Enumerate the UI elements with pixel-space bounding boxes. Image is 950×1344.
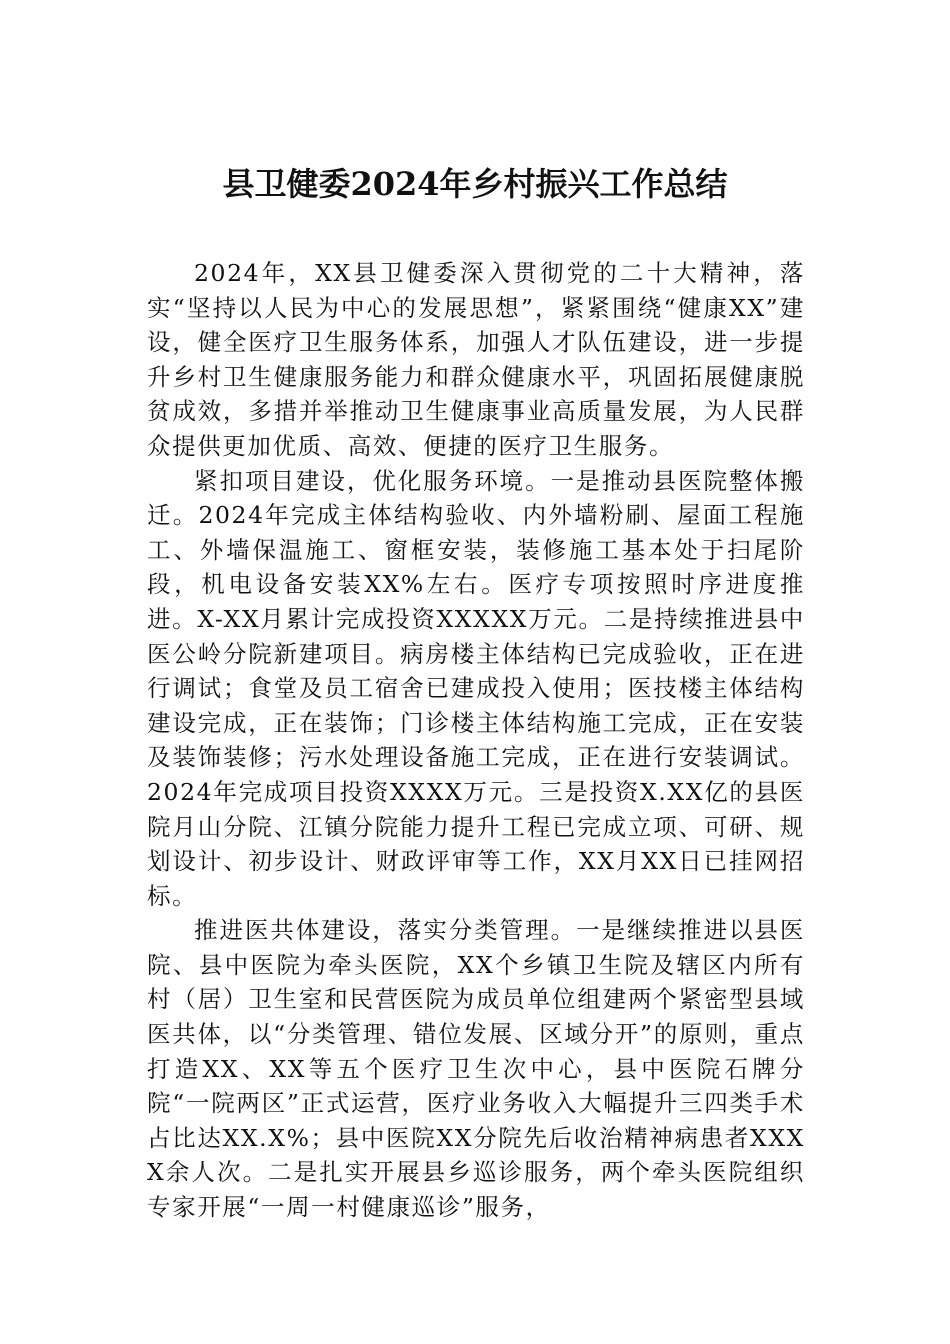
document-body <box>147 256 805 1225</box>
document-title: 县卫健委2024年乡村振兴工作总结 <box>222 165 728 203</box>
paragraph-medical-community: 推进医共体建设，落实分类管理。一是继续推进以县医院、县中医院为牵头医院，XX个乡镇卫生院及辖区内所有村（居）卫生室和民营医院为成员单位组建两个紧密型县域医共体，以“分类管理、错位发展、区域分开”的原则，重点打造XX、XX等五个医疗卫生次中心，县中医院石牌分院“一院两区”正式运营，医疗业务收入大幅提升三四类手术占比达XX.X%；县中医院XX分院先后收治精神病患者XXXX余人次。二是扎实开展县乡巡诊服务，两个牵头医院组织专家开展“一周一村健康巡诊”服务， <box>147 916 805 1222</box>
paragraph-project-construction: 紧扣项目建设，优化服务环境。一是推动县医院整体搬迁。2024年完成主体结构验收、内外墙粉刷、屋面工程施工、外墙保温施工、窗框安装，装修施工基本处于扫尾阶段，机电设备安装XX%左右。医疗专项按照时序进度推进。X-XX月累计完成投资XXXXX万元。二是持续推进县中医公岭分院新建项目。病房楼主体结构已完成验收，正在进行调试；食堂及员工宿舍已建成投入使用；医技楼主体结构建设完成，正在装饰；门诊楼主体结构施工完成，正在安装及装饰装修；污水处理设备施工完成，正在进行安装调试。2024年完成项目投资XXXX万元。三是投资X.XX亿的县医院月山分院、江镇分院能力提升工程已完成立项、可研、规划设计、初步设计、财政评审等工作，XX月XX日已挂网招标。 <box>147 466 805 910</box>
paragraph-intro: 2024年，XX县卫健委深入贯彻党的二十大精神，落实“坚持以人民为中心的发展思想”，紧紧围绕“健康XX”建设，健全医疗卫生服务体系，加强人才队伍建设，进一步提升乡村卫生健康服务能力和群众健康水平，巩固拓展健康脱贫成效，多措并举推动卫生健康事业高质量发展，为人民群众提供更加优质、高效、便捷的医疗卫生服务。 <box>147 259 805 460</box>
